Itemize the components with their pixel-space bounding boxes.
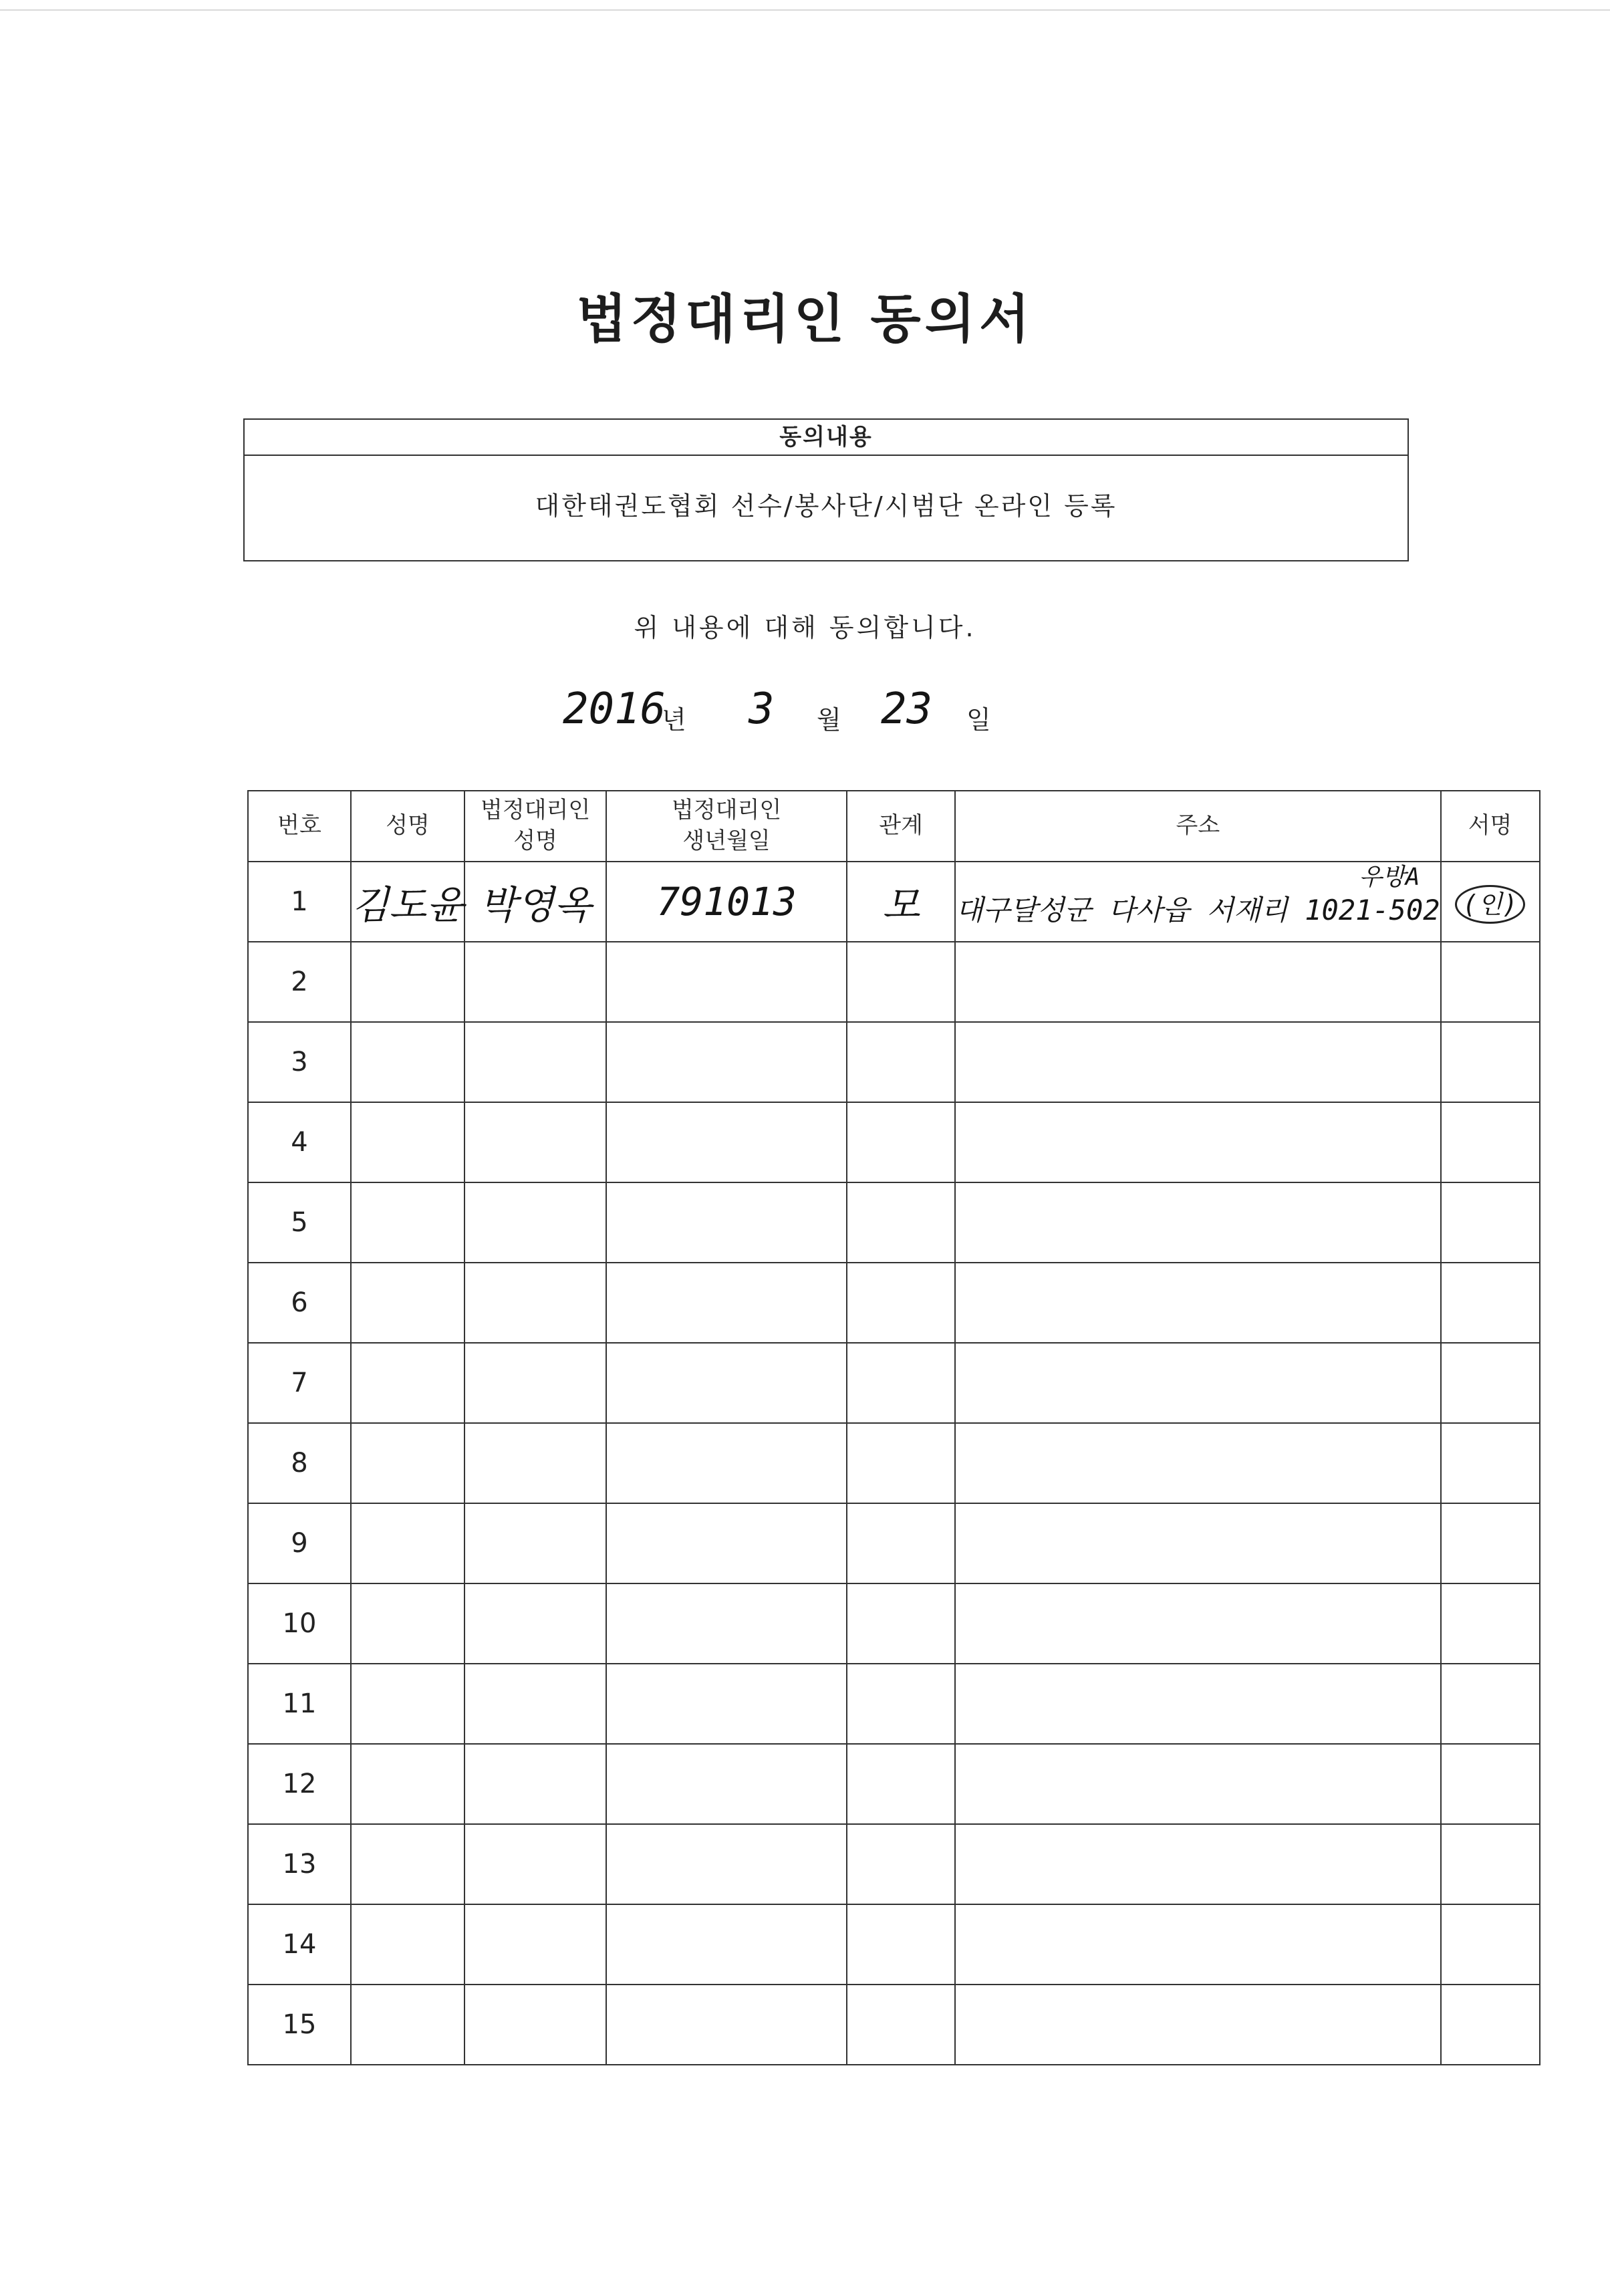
- guardian-name-cell: [464, 1664, 606, 1744]
- row-number-cell: [248, 1263, 351, 1343]
- relation-cell: [847, 1263, 955, 1343]
- signature-cell: [1441, 1182, 1540, 1263]
- guardian-name-cell: [464, 1904, 606, 1985]
- date-year: 2016: [563, 684, 666, 734]
- guardian-birth-cell: [606, 1744, 847, 1824]
- name-cell: [351, 1583, 464, 1664]
- address-cell: [955, 1904, 1440, 1985]
- address-cell: [955, 1182, 1440, 1263]
- guardian-birth-cell-value: 791013: [656, 879, 797, 924]
- relation-cell-value: 모: [882, 882, 920, 928]
- table-row: [248, 1904, 1540, 1985]
- name-cell: [351, 1182, 464, 1263]
- header-name: 성명: [351, 791, 464, 862]
- relation-cell: [847, 1985, 955, 2065]
- header-address: 주소: [955, 791, 1440, 862]
- row-number-cell: [248, 1664, 351, 1744]
- guardian-name-cell: [464, 1583, 606, 1664]
- address-cell: [955, 1583, 1440, 1664]
- header-relation: 관계: [847, 791, 955, 862]
- guardian-birth-cell: [606, 1904, 847, 1985]
- table-row: [248, 1583, 1540, 1664]
- guardian-birth-cell: [606, 1985, 847, 2065]
- signature-cell: [1441, 1985, 1540, 2065]
- name-cell: [351, 862, 464, 942]
- guardian-birth-cell: [606, 1824, 847, 1904]
- signature-cell: [1441, 1343, 1540, 1423]
- guardian-name-cell: [464, 1182, 606, 1263]
- name-cell: [351, 1102, 464, 1182]
- signature-cell: [1441, 1583, 1540, 1664]
- guardian-birth-cell: [606, 1102, 847, 1182]
- guardian-birth-cell: [606, 1503, 847, 1583]
- name-cell-value: 김도윤: [352, 882, 464, 928]
- row-number-cell-value: 2: [291, 967, 308, 997]
- signature-cell: [1441, 1423, 1540, 1503]
- address-note: 우방A: [1359, 864, 1420, 891]
- table-row: [248, 1182, 1540, 1263]
- guardian-name-cell: [464, 1503, 606, 1583]
- name-cell: [351, 1503, 464, 1583]
- signature-cell: [1441, 942, 1540, 1022]
- name-cell: [351, 1423, 464, 1503]
- agreement-text: 위 내용에 대해 동의합니다.: [634, 613, 976, 642]
- address-cell: [955, 862, 1440, 942]
- guardian-name-cell: [464, 1102, 606, 1182]
- relation-cell: [847, 1503, 955, 1583]
- scan-edge-line: [0, 9, 1610, 11]
- row-number-cell: [248, 1022, 351, 1102]
- signature-cell: [1441, 862, 1540, 942]
- guardian-name-cell: [464, 1263, 606, 1343]
- address-cell: [955, 1343, 1440, 1423]
- row-number-cell: [248, 1102, 351, 1182]
- relation-cell: [847, 942, 955, 1022]
- guardian-name-cell: [464, 862, 606, 942]
- guardian-birth-cell: [606, 942, 847, 1022]
- address-cell: [955, 1503, 1440, 1583]
- table-row: [248, 1503, 1540, 1583]
- row-number-cell: [248, 1985, 351, 2065]
- address-cell: [955, 942, 1440, 1022]
- header-guardian-birth: 법정대리인 생년월일: [606, 791, 847, 862]
- date-year-unit: 년: [662, 705, 686, 735]
- address-cell: [955, 1664, 1440, 1744]
- header-signature: 서명: [1441, 791, 1540, 862]
- row-number-cell: [248, 1904, 351, 1985]
- table-row: [248, 1343, 1540, 1423]
- table-row: [248, 1744, 1540, 1824]
- address-cell: [955, 1022, 1440, 1102]
- signature-cell: [1441, 1664, 1540, 1744]
- row-number-cell: [248, 1182, 351, 1263]
- relation-cell: [847, 1583, 955, 1664]
- table-row: [248, 1263, 1540, 1343]
- guardian-name-cell: [464, 1985, 606, 2065]
- address-cell: [955, 1102, 1440, 1182]
- row-number-cell-value: 15: [282, 2009, 317, 2040]
- signature-cell: [1441, 1503, 1540, 1583]
- row-number-cell-value: 8: [291, 1448, 308, 1479]
- row-number-cell-value: 10: [282, 1608, 317, 1639]
- row-number-cell-value: 1: [291, 886, 308, 917]
- date-month-unit: 월: [817, 705, 841, 735]
- relation-cell: [847, 1664, 955, 1744]
- signature-cell: [1441, 1022, 1540, 1102]
- row-number-cell-value: 5: [291, 1207, 308, 1238]
- row-number-cell: [248, 1824, 351, 1904]
- guardian-name-cell: [464, 942, 606, 1022]
- table-row: [248, 1985, 1540, 2065]
- row-number-cell-value: 3: [291, 1047, 308, 1077]
- address-cell: [955, 1744, 1440, 1824]
- row-number-cell-value: 13: [282, 1849, 317, 1880]
- guardian-name-cell: [464, 1022, 606, 1102]
- name-cell: [351, 1343, 464, 1423]
- header-number: 번호: [248, 791, 351, 862]
- row-number-cell: [248, 1744, 351, 1824]
- header-guardian-name: 법정대리인 성명: [464, 791, 606, 862]
- row-number-cell: [248, 942, 351, 1022]
- guardian-birth-cell: [606, 1423, 847, 1503]
- relation-cell: [847, 1904, 955, 1985]
- consent-content: 대한태권도협회 선수/봉사단/시범단 온라인 등록: [535, 491, 1117, 521]
- name-cell: [351, 1904, 464, 1985]
- guardian-name-cell: [464, 1343, 606, 1423]
- table-row: [248, 1102, 1540, 1182]
- guardian-name-cell: [464, 1423, 606, 1503]
- row-number-cell-value: 6: [291, 1287, 308, 1318]
- table-row: [248, 942, 1540, 1022]
- table-body: [248, 862, 1540, 2065]
- consent-box: [243, 418, 1409, 561]
- guardian-name-cell-value: 박영옥: [479, 882, 592, 928]
- guardian-name-cell: [464, 1744, 606, 1824]
- guardian-birth-cell: [606, 862, 847, 942]
- row-number-cell-value: 7: [291, 1368, 308, 1398]
- guardian-name-cell: [464, 1824, 606, 1904]
- relation-cell: [847, 1102, 955, 1182]
- relation-cell: [847, 1824, 955, 1904]
- row-number-cell-value: 14: [282, 1929, 317, 1960]
- consent-heading: 동의내용: [245, 420, 1407, 456]
- relation-cell: [847, 1022, 955, 1102]
- row-number-cell: [248, 1343, 351, 1423]
- row-number-cell: [248, 1423, 351, 1503]
- guardian-birth-cell: [606, 1182, 847, 1263]
- row-number-cell-value: 12: [282, 1769, 317, 1799]
- guardian-birth-cell: [606, 1664, 847, 1744]
- relation-cell: [847, 1343, 955, 1423]
- relation-cell: [847, 1423, 955, 1503]
- name-cell: [351, 1985, 464, 2065]
- row-number-cell: [248, 1503, 351, 1583]
- table-row: [248, 1423, 1540, 1503]
- table-row: [248, 1824, 1540, 1904]
- relation-cell: [847, 1744, 955, 1824]
- guardian-table: [247, 790, 1540, 2065]
- address-cell: [955, 1263, 1440, 1343]
- document-title: 법정대리인 동의서: [576, 289, 1034, 350]
- row-number-cell-value: 4: [291, 1127, 308, 1158]
- signature-cell: [1441, 1824, 1540, 1904]
- row-number-cell: [248, 862, 351, 942]
- name-cell: [351, 1824, 464, 1904]
- guardian-birth-cell: [606, 1022, 847, 1102]
- address-cell: [955, 1824, 1440, 1904]
- date-line: [0, 682, 1610, 755]
- date-day: 23: [881, 684, 933, 734]
- relation-cell: [847, 862, 955, 942]
- date-day-unit: 일: [966, 705, 991, 735]
- signature-cell: [1441, 1904, 1540, 1985]
- date-month: 3: [749, 684, 775, 734]
- table-row: [248, 1022, 1540, 1102]
- signature-cell: [1441, 1744, 1540, 1824]
- signature-cell: [1441, 1263, 1540, 1343]
- row-number-cell-value: 9: [291, 1528, 308, 1559]
- address-cell: [955, 1423, 1440, 1503]
- guardian-birth-cell: [606, 1263, 847, 1343]
- name-cell: [351, 1664, 464, 1744]
- signature-cell-value: (인): [1455, 885, 1524, 924]
- name-cell: [351, 1263, 464, 1343]
- table-row: [248, 862, 1540, 942]
- name-cell: [351, 1022, 464, 1102]
- table-header-row: [248, 791, 1540, 862]
- address-cell: [955, 1985, 1440, 2065]
- name-cell: [351, 1744, 464, 1824]
- relation-cell: [847, 1182, 955, 1263]
- row-number-cell-value: 11: [282, 1688, 317, 1719]
- guardian-birth-cell: [606, 1583, 847, 1664]
- table-row: [248, 1664, 1540, 1744]
- guardian-birth-cell: [606, 1343, 847, 1423]
- signature-cell: [1441, 1102, 1540, 1182]
- row-number-cell: [248, 1583, 351, 1664]
- name-cell: [351, 942, 464, 1022]
- address-cell-value: 대구달성군 다사읍 서재리 1021-502: [956, 894, 1440, 926]
